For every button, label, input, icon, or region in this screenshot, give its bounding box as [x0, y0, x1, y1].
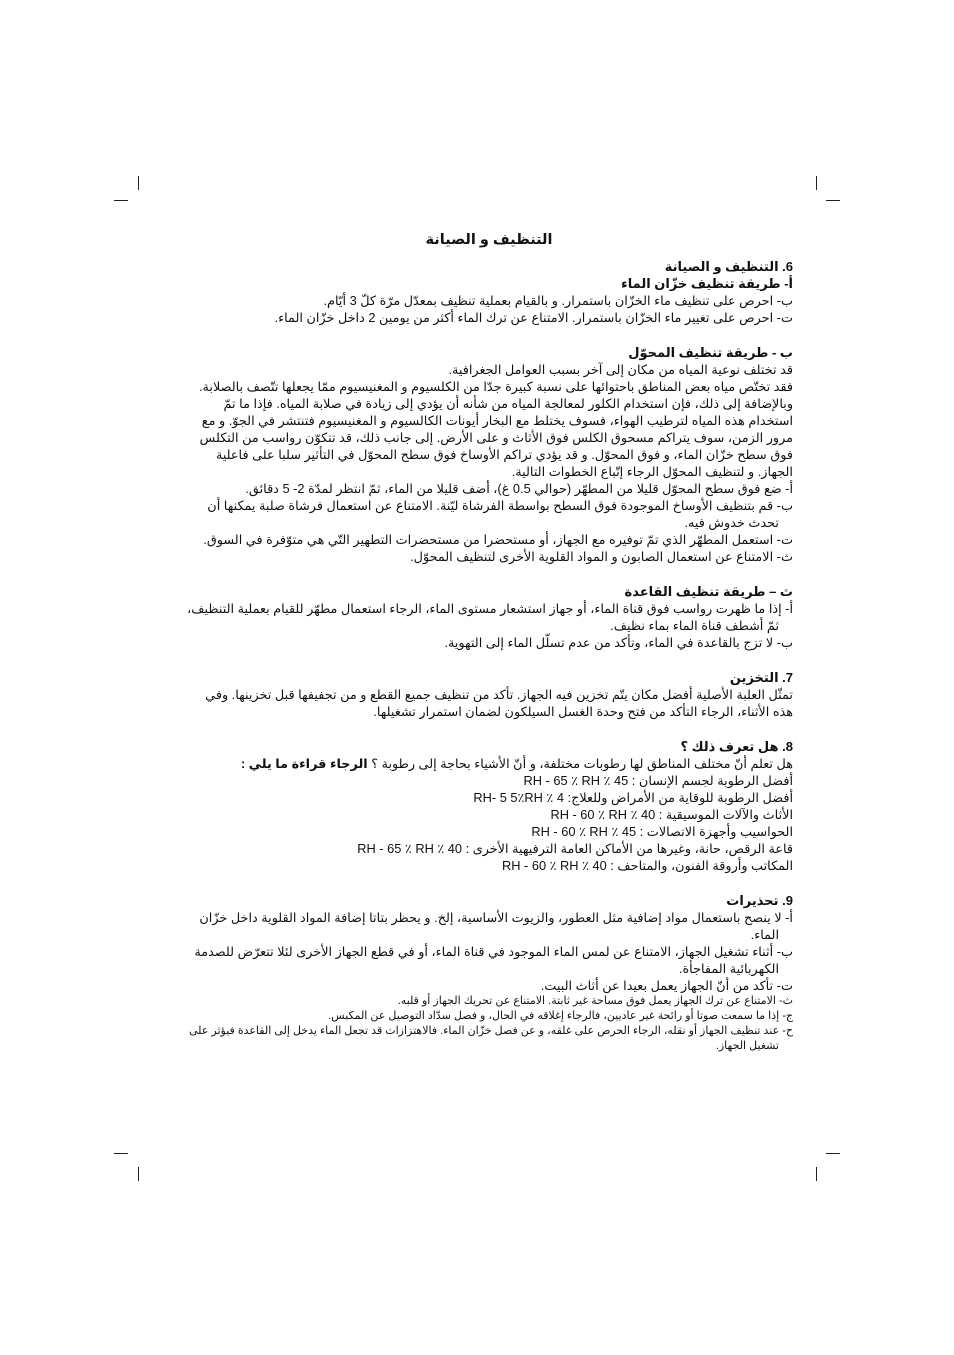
- crop-mark: [114, 200, 128, 201]
- section-heading: 7. التخزين: [729, 670, 793, 685]
- paragraph: تمثّل العلبة الأصلية أفضل مكان يتّم تخزين فيه الجهاز. تأكد من تنظيف جميع القطع و من تجفيفها قبل تخزينها. وفي هذه الأثناء، الرجاء التأكد من فتح وحدة الغسل السيلكون لضمان استمرار تشغيلها.: [205, 687, 793, 719]
- section-warnings: [185, 892, 793, 1054]
- crop-mark: [138, 1167, 139, 1181]
- humidity-item: المكاتب وأروقة الفنون، والمتاحف : 40 ٪ RH - 60 ٪ RH: [501, 858, 793, 873]
- intro-text: هل تعلم أنّ مختلف المناطق لها رطوبات مختلفة، و أنّ الأشياء بحاجة إلى رطوبة ؟: [371, 756, 793, 771]
- humidity-item: الحواسيب وأجهزة الاتصالات : 45 ٪ RH - 60 ٪ RH: [531, 824, 793, 839]
- warning-item: ب- أثناء تشغيل الجهاز، الامتناع عن لمس الماء الموجود في قناة الماء، أو في قطع الجهاز الأخرى لئلا تتعرّض للصدمة الكهربائية المفاجأة.: [194, 944, 793, 976]
- crop-mark: [826, 200, 840, 201]
- paragraph: قد تختلف نوعية المياه من مكان إلى آخر بسبب العوامل الجغرافية.: [448, 362, 793, 377]
- paragraph: [185, 755, 793, 772]
- subsection-heading: ث – طريقة تنظيف القاعدة: [624, 584, 793, 599]
- document-title: التنظيف و الصيانة: [425, 232, 553, 248]
- warning-item: ح- عند تنظيف الجهاز أو نقله، الرجاء الحرص على غلقه، و عن فصل خزّان الماء. فالاهتزازات قد تجعل الماء يدخل إلى القاعدة فيؤثر على تشغيل الجهاز.: [188, 1025, 793, 1052]
- paragraph: ب- احرص على تنظيف ماء الخزّان باستمرار. و بالقيام بعملية تنظيف بمعدّل مرّة كلّ 3 أيّام.: [323, 293, 793, 308]
- humidity-item: أفضل الرطوبة لجسم الإنسان : 45 ٪ RH - 65 ٪ RH: [523, 773, 793, 788]
- list-item: ب- لا تزج بالقاعدة في الماء، وتأكد من عدم تسلّل الماء إلى التهوية.: [444, 635, 793, 650]
- subsection-heading: ب - طريقة تنظيف المحوّل: [628, 345, 793, 360]
- section-heading: 8. هل تعرف ذلك ؟: [680, 739, 793, 754]
- subsection-heading: أ- طريقة تنظيف خزّان الماء: [621, 276, 793, 291]
- document-page: [185, 232, 793, 1054]
- section-storage: [185, 669, 793, 720]
- paragraph: وبالإضافة إلى ذلك، فإن استخدام الكلور لمعالجة المياه من شأنه أن يؤدي إلى زيادة في صلابة المياه. فإذا ما تمّ استخدام هذه المياه لترطيب الهواء، فسوف يختلط مع البخار أيونات الكالسيوم و المغنيسيوم فتنتشر في الجوّ. و مع مرور الزمن، سوف يتراكم مسحوق الكلس فوق الأثاث و على الأرض. إلى جانب ذلك، قد تتكوّن رواسب من التكلس فوق سطح خزّان الماء، و فوق المحوّل. و قد يؤدي تراكم الأوساخ فوق سطح المحوّل في التأثير سلبا على فاعلية الجهاز. و لتنظيف المحوّل الرجاء إتّباع الخطوات التالية.: [199, 396, 793, 479]
- section-heading: 9. تحذيرات: [726, 893, 793, 908]
- section-cleaning: [185, 258, 793, 326]
- section-did-you-know: [185, 738, 793, 874]
- humidity-item: أفضل الرطوبة للوقاية من الأمراض وللعلاج: 4 ٪ RH- 5 5٪RH: [473, 790, 793, 805]
- crop-mark: [138, 176, 139, 190]
- crop-mark: [816, 1167, 817, 1181]
- humidity-item: قاعة الرقص، حانة، وغيرها من الأماكن العامة الترفيهية الأخرى : 40 ٪ RH - 65 ٪ RH: [357, 841, 793, 856]
- crop-mark: [114, 1153, 128, 1154]
- crop-mark: [826, 1153, 840, 1154]
- humidity-item: الأثاث والآلات الموسيقية : 40 ٪ RH - 60 ٪ RH: [550, 807, 793, 822]
- section-transducer-cleaning: [185, 344, 793, 565]
- section-base-cleaning: [185, 583, 793, 651]
- crop-mark: [816, 176, 817, 190]
- warning-item: ث- الامتناع عن ترك الجهاز يعمل فوق مساحة غير ثابتة. الامتناع عن تحريك الجهاز أو قلبه.: [397, 995, 793, 1007]
- list-item: ث- الامتناع عن استعمال الصابون و المواد القلوية الأخرى لتنظيف المحوّل.: [410, 549, 793, 564]
- list-item: أ- إذا ما ظهرت رواسب فوق قناة الماء، أو جهاز استشعار مستوى الماء، الرجاء استعمال مطهّر للقيام بعملية التنظيف، ثمّ أشطف قناة الماء بماء نظيف.: [187, 601, 793, 633]
- warning-item: ج- إذا ما سمعت صوتا أو رائحة غير عاديين، فالرجاء إغلاقه في الحال، و فصل سدّاد التوصيل عن المكبس.: [328, 1010, 793, 1022]
- list-item: ب- قم بتنظيف الأوساخ الموجودة فوق السطح بواسطة الفرشاة ليّنة. الامتناع عن استعمال فرشاة صلبة يمكنها أن تحدث خدوش فيه.: [207, 498, 793, 530]
- warning-item: أ- لا ينصح باستعمال مواد إضافية مثل العطور، والزيوت الأساسية، إلخ. و يحظر بتاتا إضافة المواد القلوية داخل خزّان الماء.: [199, 910, 793, 942]
- paragraph: ت- احرص على تغيير ماء الخزّان باستمرار. الامتناع عن ترك الماء أكثر من يومين 2 داخل خزّان الماء.: [274, 310, 793, 325]
- warning-item: ت- تأكد من أنّ الجهاز يعمل بعيدا عن أثاث البيت.: [540, 978, 793, 993]
- intro-bold-text: الرجاء قراءة ما يلي :: [240, 756, 368, 771]
- list-item: أ- ضع فوق سطح المحوّل قليلا من المطهّر (حوالي 0.5 غ)، أضف قليلا من الماء، ثمّ انتظر لمدّة 2- 5 دقائق.: [245, 481, 793, 496]
- paragraph: فقد تختّص مياه بعض المناطق باحتوائها على نسبة كبيرة جدّا من الكلسيوم و المغنيسيوم ممّا يجعلها تتّصف بالصلابة.: [199, 379, 793, 394]
- section-heading: 6. التنظيف و الصيانة: [664, 259, 793, 274]
- list-item: ت- استعمل المطهّر الذي تمّ توفيره مع الجهاز، أو مستحضرا من مستحضرات التطهير التّي هي متوّفرة في السوق.: [203, 532, 793, 547]
